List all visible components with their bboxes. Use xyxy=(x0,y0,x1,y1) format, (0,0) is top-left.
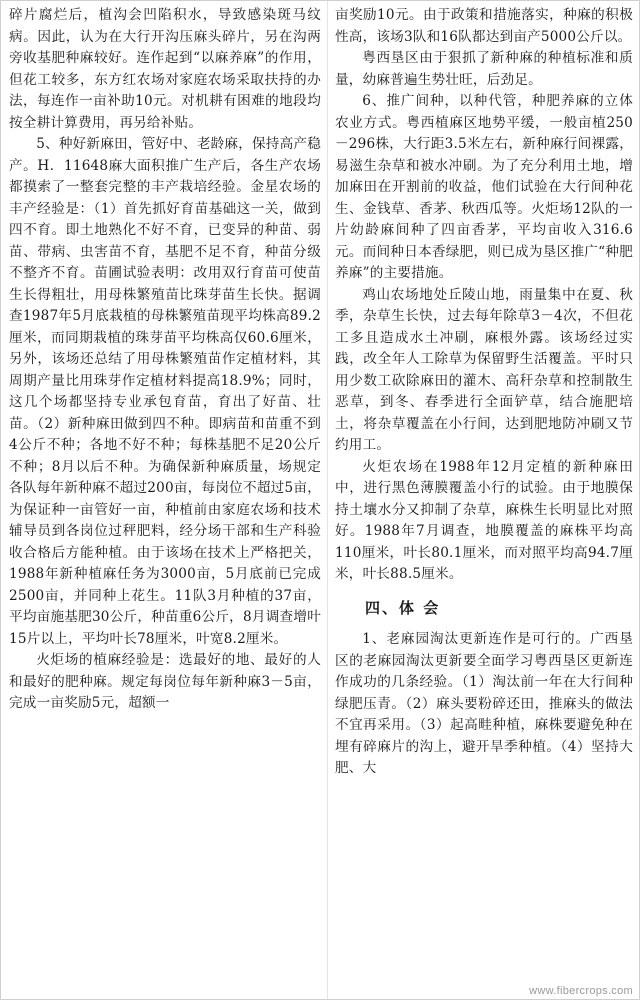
right-paragraph-2: 粤西垦区由于狠抓了新种麻的种植标准和质量，幼麻普遍生势壮旺，后劲足。 xyxy=(335,50,633,88)
right-paragraph-5: 火炬农场在1988年12月定植的新种麻田中，进行黑色薄膜覆盖小行的试验。由于地膜保持土壤水分又抑制了杂草，麻株生长明显比对照好。1988年7月调查，地膜覆盖的麻株平均高110厘米，叶长80.1厘米，而对照平均高94.7厘米，叶长88.5厘米。 xyxy=(335,458,633,582)
right-paragraph-3: 6、推广间种，以种代管，种肥养麻的立体农业方式。粤西植麻区地势平缓，一般亩植250－296株，大行距3.5米左右，新种麻行间裸露，易滋生杂草和被水冲刷。为了充分利用土地，增加麻田在开割前的收益，他们试验在大行间种花生、金钱草、香茅、秋西瓜等。火炬场12队的一片幼龄麻间种了四亩香茅，平均亩收入316.6元。而间种日本香绿肥，则已成为垦区推广“种肥养麻”的主要措施。 xyxy=(335,93,633,281)
left-paragraph-3: 火炬场的植麻经验是：选最好的地、最好的人和最好的肥种麻。规定每岗位每年新种麻3－5亩，完成一亩奖励5元，超额一 xyxy=(9,652,321,711)
left-paragraph-1: 碎片腐烂后，植沟会凹陷积水，导致感染斑马纹病。因此，认为在大行开沟压麻头碎片，另在沟两旁收基肥种麻较好。连作起到“以麻养麻”的作用，但花工较多，东方红农场对家庭农场采取扶持的办法，每连作一亩补助10元。对机耕有困难的地段均按全耕计算费用，再另给补贴。 xyxy=(9,7,321,131)
left-column xyxy=(9,5,321,999)
column-divider xyxy=(327,1,328,999)
right-paragraph-1: 亩奖励10元。由于政策和措施落实，种麻的积极性高，该场3队和16队都达到亩产5000公斤以。 xyxy=(335,7,633,45)
watermark: www.fibercrops.com xyxy=(529,985,633,997)
section-heading: 四、体 会 xyxy=(365,598,441,617)
left-paragraph-2: 5、种好新麻田，管好中、老龄麻，保持高产稳产。H．11648麻大面积推广生产后，各生产农场都摸索了一整套完整的丰产栽培经验。金星农场的丰产经验是：（1）首先抓好育苗基础这一关，做到四不育。即土地熟化不好不育，已变异的种苗、弱苗、带病、虫害苗不育，基肥不足不育，种苗分级不整齐不育。苗圃试验表明：改用双行育苗可使苗生长得粗壮，用母株繁殖苗比珠芽苗生长快。据调查1987年5月底栽植的母株繁殖苗现平均株高89.2厘米，而同期栽植的珠芽苗平均株高仅60.6厘米，另外，该场还总结了用母株繁殖苗作定植材料，其周期产量比用珠芽作定植材料提高18.9%；同时，这几个场都坚持专业承包育苗，育出了好苗、壮苗。（2）新种麻田做到四不种。即病苗和苗重不到4公斤不种；各地不好不种；每株基肥不足20公斤不种；8月以后不种。为确保新种麻质量，场规定各队每年新种麻不超过200亩，每岗位不超过5亩，为保证种一亩管好一亩，种植前由家庭农场和技术辅导员到各岗位过秤肥料，经分场干部和生产科验收合格后方能种植。由于该场在技术上严格把关，1988年新种植麻任务为3000亩，5月底前已完成2500亩，并同种上花生。11队3月种植的37亩，平均亩施基肥30公斤，种苗重6公斤，8月调查增叶15片以上，平均叶长78厘米，叶宽8.2厘米。 xyxy=(9,136,321,647)
right-paragraph-6: 1、老麻园淘汰更新连作是可行的。广西垦区的老麻园淘汰更新要全面学习粤西垦区更新连作成功的几条经验。（1）淘汰前一年在大行间种绿肥压青。（2）麻头要粉碎还田，推麻头的做法不宜再采用。（3）起高畦种植，麻株要避免种在埋有碎麻片的沟上，避开旱季种植。（4）坚持大肥、大 xyxy=(335,631,633,776)
right-column xyxy=(335,5,633,999)
right-paragraph-4: 鸡山农场地处丘陵山地，雨量集中在夏、秋季，杂草生长快，过去每年除草3－4次，不但花工多且造成水土冲刷，麻根外露。该场经过实践，改全年人工除草为保留野生活覆盖。平时只用少数工砍除麻田的灌木、高秆杂草和控制散生恶草，到冬、春季进行全面铲草，结合施肥培土，将杂草覆盖在小行间，达到肥地防冲刷又节约用工。 xyxy=(335,286,633,453)
